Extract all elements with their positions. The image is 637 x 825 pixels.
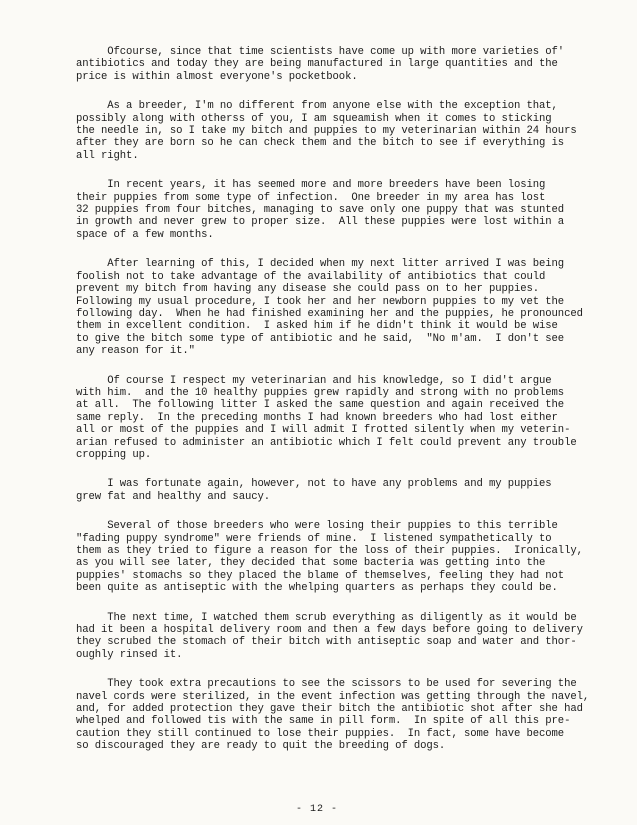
text-line: In recent years, it has seemed more and more breeders have been losing bbox=[76, 179, 546, 192]
paragraph bbox=[76, 678, 597, 752]
text-line: arian refused to administer an antibiotic which I felt could prevent any trouble bbox=[76, 436, 577, 449]
text-line: after they are born so he can check them and the bitch to see if everything is bbox=[76, 137, 565, 150]
text-line: Several of those breeders who were losing their puppies to this terrible bbox=[76, 520, 558, 533]
text-line: all or most of the puppies and I will admit I frotted silently when my veterin- bbox=[76, 424, 571, 437]
page-number: - 12 - bbox=[296, 804, 339, 815]
text-line: been quite as antiseptic with the whelping quarters as perhaps they could be. bbox=[76, 582, 558, 595]
text-line: as you will see later, they decided that some bacteria was getting into the bbox=[76, 557, 546, 570]
text-line: following day. When he had finished examining her and the puppies, he pronounced bbox=[76, 307, 583, 320]
text-line: price is within almost everyone's pocketbook. bbox=[76, 70, 358, 83]
text-line: with him. and the 10 healthy puppies grew rapidly and strong with no problems bbox=[76, 386, 565, 399]
paragraph bbox=[76, 478, 597, 503]
text-line: Ofcourse, since that time scientists have come up with more varieties of' bbox=[76, 46, 565, 58]
text-line: puppies' stomachs so they placed the blame of themselves, feeling they had not bbox=[76, 569, 565, 582]
text-line: so discouraged they are ready to quit the breeding of dogs. bbox=[76, 740, 446, 753]
text-line: antibiotics and today they are being manufactured in large quantities and the bbox=[76, 58, 558, 71]
text-line: all right. bbox=[76, 149, 139, 162]
document-body bbox=[76, 46, 597, 753]
text-line: caution they still continued to lose their puppies. In fact, some have become bbox=[76, 727, 565, 740]
text-line: to give the bitch some type of antibiotic and he said, "No m'am. I don't see bbox=[76, 332, 565, 345]
paragraph bbox=[76, 612, 597, 662]
text-line: whelped and followed tis with the same in pill form. In spite of all this pre- bbox=[76, 715, 571, 728]
paragraph bbox=[76, 179, 597, 241]
paragraph bbox=[76, 100, 597, 162]
paragraph bbox=[76, 375, 597, 462]
text-line: prevent my bitch from having any disease she could pass on to her puppies. bbox=[76, 283, 540, 296]
text-line: and, for added protection they gave their bitch the antibiotic shot after she had bbox=[76, 703, 583, 716]
text-line: They took extra precautions to see the scissors to be used for severing the bbox=[76, 678, 577, 691]
text-line: their puppies from some type of infection. One breeder in my area has lost bbox=[76, 191, 546, 204]
text-line: them as they tried to figure a reason for the loss of their puppies. Ironically, bbox=[76, 545, 583, 557]
text-line: at all. The following litter I asked the same question and again received the bbox=[76, 399, 565, 412]
paragraph bbox=[76, 46, 597, 83]
text-line: had it been a hospital delivery room and then a few days before going to delivery bbox=[76, 624, 583, 637]
paragraph bbox=[76, 258, 597, 357]
text-line: same reply. In the preceding months I had known breeders who had lost either bbox=[76, 411, 558, 424]
text-line: navel cords were sterilized, in the event infection was getting through the navel, bbox=[76, 690, 590, 703]
text-line: possibly along with otherss of you, I am squeamish when it comes to sticking bbox=[76, 112, 552, 125]
text-line: Of course I respect my veterinarian and his knowledge, so I did't argue bbox=[76, 374, 552, 387]
text-line: foolish not to take advantage of the availability of antibiotics that could bbox=[76, 270, 546, 283]
text-line: The next time, I watched them scrub everything as diligently as it would be bbox=[76, 611, 577, 624]
text-line: any reason for it." bbox=[76, 345, 195, 358]
text-line: I was fortunate again, however, not to have any problems and my puppies bbox=[76, 478, 552, 491]
text-line: 32 puppies from four bitches, managing to save only one puppy that was stunted bbox=[76, 204, 565, 217]
text-line: cropping up. bbox=[76, 448, 152, 461]
text-line: space of a few months. bbox=[76, 228, 214, 241]
text-line: in growth and never grew to proper size. All these puppies were lost within a bbox=[76, 216, 565, 229]
text-line: they scrubed the stomach of their bitch with antiseptic soap and water and thor- bbox=[76, 636, 577, 649]
text-line: the needle in, so I take my bitch and puppies to my veterinarian within 24 hours bbox=[76, 125, 577, 138]
text-line: "fading puppy syndrome" were friends of mine. I listened sympathetically to bbox=[76, 532, 552, 545]
text-line: After learning of this, I decided when my next litter arrived I was being bbox=[76, 258, 565, 271]
text-line: oughly rinsed it. bbox=[76, 648, 183, 661]
text-line: them in excellent condition. I asked him if he didn't think it would be wise bbox=[76, 320, 558, 333]
text-line: Following my usual procedure, I took her and her newborn puppies to my vet the bbox=[76, 295, 565, 308]
text-line: grew fat and healthy and saucy. bbox=[76, 490, 270, 503]
text-line: As a breeder, I'm no different from anyone else with the exception that, bbox=[76, 100, 558, 113]
paragraph bbox=[76, 520, 597, 594]
